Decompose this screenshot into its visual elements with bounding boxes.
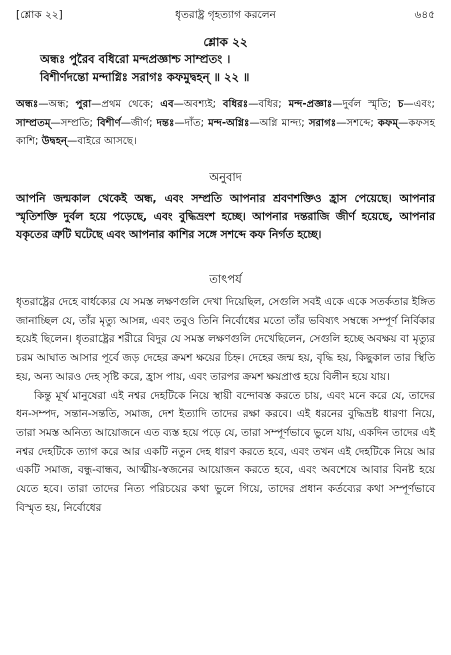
synonym-meaning: অন্ধ; — [48, 99, 76, 110]
synonym-word: বধিরঃ — [222, 99, 249, 110]
translation-heading: অনুবাদ — [209, 170, 242, 184]
synonym-meaning: এবং; — [413, 99, 435, 110]
verse-heading: শ্লোক ২২ — [203, 35, 248, 49]
synonym-word: এব — [160, 99, 174, 110]
synonym-meaning: বধির; — [258, 99, 289, 110]
synonym-word: সরাগঃ — [308, 117, 337, 129]
synonym-word: সাম্প্রতম্ — [16, 117, 51, 129]
verse-reference: [শ্লোক ২২] — [16, 9, 63, 21]
synonym-word: অন্ধঃ — [16, 99, 39, 110]
purport-body — [16, 293, 435, 517]
synonym-meaning: দাঁত; — [184, 117, 209, 129]
synonym-meaning: জীর্ণ; — [130, 117, 157, 129]
synonym-word: চ — [398, 99, 404, 110]
synonym-meaning: সশব্দে; — [346, 117, 378, 129]
purport-heading: তাৎপর্য — [209, 272, 242, 286]
verse-line-1: অন্ধঃ পুরৈব বধিরো মন্দপ্রজ্ঞাশ্চ সাম্প্রতং । — [40, 52, 231, 66]
purport-paragraph-1: ধৃতরাষ্ট্রের দেহে বার্ধক্যের যে সমস্ত লক্ষণগুলি দেখা দিয়েছিল, সেগুলি সবই একে একে সতর্কতার ইঙ্গিত জানাচ্ছিল যে, তাঁর মৃত্যু আসন্ন, এবং তবুও তিনি নির্বোধের মতো তাঁর ভবিষ্যৎ সম্বন্ধে সম্পূর্ণ নির্বিকার হয়েই ছিলেন। ধৃতরাষ্ট্রের শরীরে বিদুর যে সমস্ত লক্ষণগুলি দেখেছিলেন, সেগুলি হচ্ছে অবক্ষয় বা মৃত্যুর চরম আঘাত আসার পূর্বে জড় দেহের ক্রমশ ক্ষয়ের চিহ্ন। দেহের জন্ম হয়, বৃদ্ধি হয়, কিছুকাল তার স্থিতি হয়, অন্য আরও দেহ সৃষ্টি করে, হ্রাস পায়, এবং তারপর ক্রমশ ক্ষয়প্রাপ্ত হয়ে বিলীন হয়ে যায়। — [16, 296, 435, 383]
synonym-word: কফম্ — [377, 117, 399, 129]
page-number: ৬৪৫ — [414, 9, 435, 21]
chapter-title: ধৃতরাষ্ট্র গৃহত্যাগ করলেন — [175, 9, 276, 21]
synonym-word: দন্তঃ — [156, 117, 175, 129]
synonym-meaning: বাইরে আসছে। — [77, 136, 137, 147]
synonym-word: মন্দ-অগ্নিঃ — [208, 117, 250, 129]
verse-line-2: বিশীর্ণদন্তো মন্দাগ্নিঃ সরাগঃ কফমুদ্বহন্ ॥ ২২ ॥ — [40, 70, 250, 84]
synonym-word: মন্দ-প্রজ্ঞাঃ — [288, 99, 333, 110]
running-header — [16, 8, 435, 24]
synonym-word: উদ্বহন্ — [41, 136, 68, 147]
synonym-word: বিশীর্ণ — [97, 117, 121, 129]
synonym-meaning: দুর্বল স্মৃতি; — [342, 99, 399, 110]
synonym-meaning: সম্প্রতি; — [60, 117, 98, 129]
synonym-meaning: প্রথম থেকে; — [101, 99, 161, 110]
synonyms-paragraph: অন্ধঃ—অন্ধ; পুরা—প্রথম থেকে; এব—অবশ্যই; বধিরঃ—বধির; মন্দ-প্রজ্ঞাঃ—দুর্বল স্মৃতি; চ—এবং; সাম্প্রতম্—সম্প্রতি; বিশীর্ণ—জীর্ণ; দন্তঃ—দাঁত; মন্দ-অগ্নিঃ—অগ্নি মান্দ্য; সরাগঃ—সশব্দে; কফম্—কফসহ কাশি; উদ্বহন্—বাইরে আসছে। — [16, 99, 435, 147]
synonym-meaning: অগ্নি মান্দ্য; — [259, 117, 309, 129]
translation-text: আপনি জন্মকাল থেকেই অন্ধ, এবং সম্প্রতি আপনার শ্রবণশক্তিও হ্রাস পেয়েছে। আপনার স্মৃতিশক্তি দুর্বল হয়ে পড়েছে, এবং বুদ্ধিভ্রংশ হচ্ছে। আপনার দন্তরাজি জীর্ণ হয়েছে, আপনার যকৃতের ত্রুটি ঘটেছে এবং আপনার কাশির সঙ্গে সশব্দে কফ নির্গত হচ্ছে। — [16, 192, 435, 242]
synonym-meaning: অবশ্যই; — [183, 99, 223, 110]
synonym-meaning: কফসহ কাশি; — [16, 117, 435, 147]
purport-paragraph-2: কিন্তু মূর্খ মানুষেরা এই নশ্বর দেহটিকে নিয়ে স্থায়ী বন্দোবস্ত করতে চায়, এবং মনে করে যে, তাদের ধন-সম্পদ, সন্তান-সন্ততি, সমাজ, দেশ ইত্যাদি তাদের রক্ষা করবে। এই ধরনের বুদ্ধিভ্রষ্ট ধারণা নিয়ে, তারা সমস্ত অনিত্য আয়োজনে এত ব্যস্ত হয়ে পড়ে যে, তারা সম্পূর্ণভাবে ভুলে যায়, একদিন তাদের এই নশ্বর দেহটিকে ত্যাগ করে আর একটি নতুন দেহ ধারণ করতে হবে, এবং তখন এই দেহটিকে নিয়ে আর একটি সমাজ, বন্ধু-বান্ধব, আত্মীয়-স্বজনের আয়োজন করতে হবে, এবং অবশেষে আবার বিনষ্ট হয়ে যেতে হবে। তারা তাদের নিত্য পরিচয়ের কথা ভুলে গিয়ে, তাদের প্রধান কর্তব্যের কথা সম্পূর্ণভাবে বিস্মৃত হয়, নির্বোধের — [16, 389, 435, 514]
synonym-word: পুরা — [75, 99, 92, 110]
